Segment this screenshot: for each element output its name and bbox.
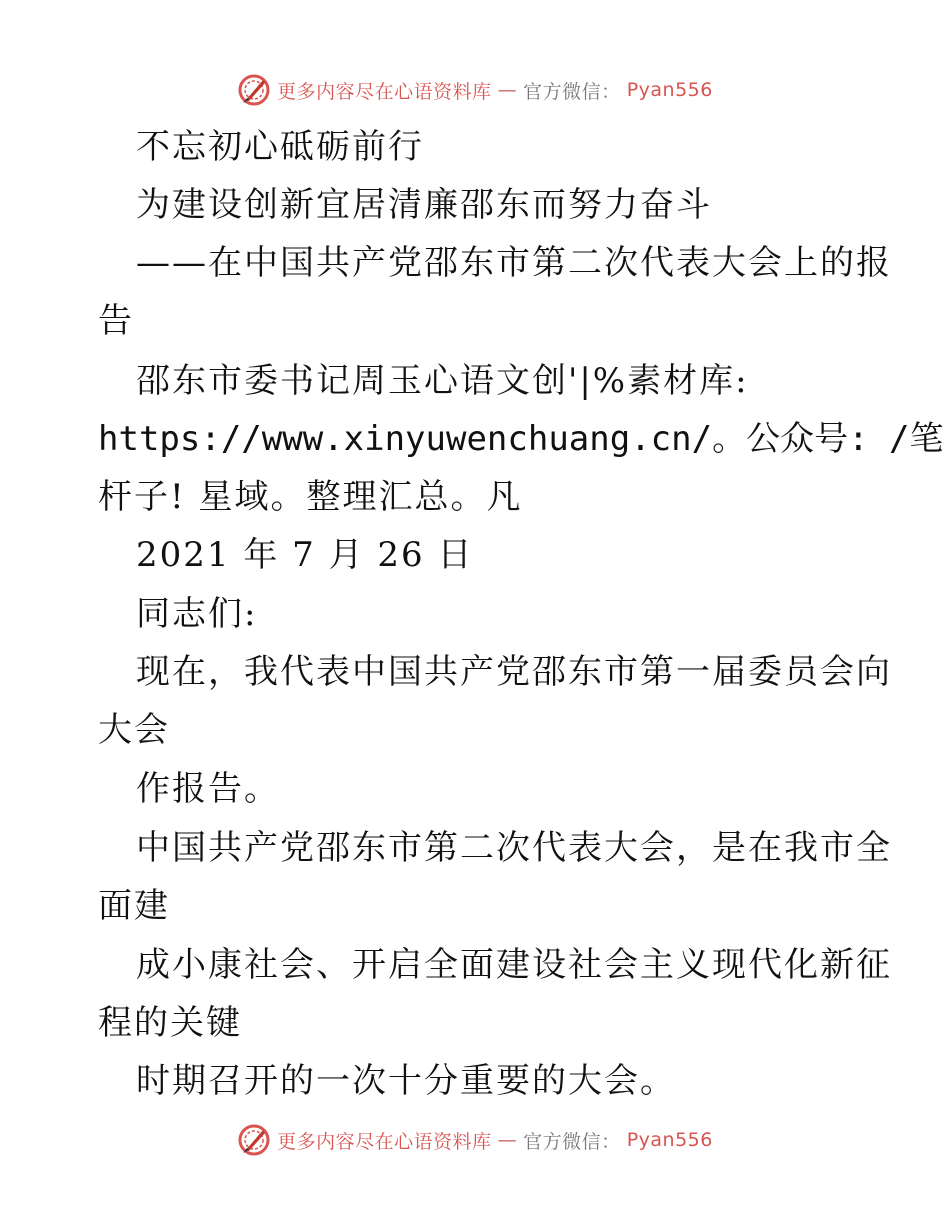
paragraph-2-line-2: 面建 [98,886,170,926]
salutation: 同志们: [136,594,258,634]
paragraph-1-line-2: 大会 [98,710,170,750]
doc-title-line-1: 不忘初心砥砺前行 [136,127,424,167]
paragraph-2-line-1: 中国共产党邵东市第二次代表大会，是在我市全 [136,828,892,868]
paragraph-1-line-3: 作报告。 [136,769,280,809]
library-text: 更多内容尽在心语资料库 [277,80,492,103]
author-line-1: 邵东市委书记周玉心语文创'|%素材库: [136,361,749,401]
doc-subtitle-line-1: ——在中国共产党邵东市第二次代表大会上的报 [136,243,892,283]
author-line-3: 杆子! 星域。整理汇总。凡 [98,477,523,517]
wechat-id: Pyan556 [626,1129,713,1151]
banner-dash: — [497,79,518,101]
doc-title-line-2: 为建设创新宜居清廉邵东而努力奋斗 [136,185,712,225]
footer-watermark-banner [0,1120,950,1160]
header-watermark-banner [0,70,950,110]
paragraph-2-line-3: 成小康社会、开启全面建设社会主义现代化新征 [136,945,892,985]
banner-dash: — [497,1129,518,1151]
paragraph-2-line-5: 时期召开的一次十分重要的大会。 [136,1061,676,1101]
doc-subtitle-line-2: 告 [98,301,134,341]
doc-date: 2021 年 7 月 26 日 [136,535,474,575]
wechat-id: Pyan556 [626,79,713,101]
author-line-2: https://www.xinyuwenchuang.cn/。公众号: /笔 [98,419,944,459]
quill-logo-icon [237,1123,271,1157]
paragraph-1-line-1: 现在，我代表中国共产党邵东市第一届委员会向 [136,652,892,692]
wechat-label: 官方微信： [523,1130,621,1153]
wechat-label: 官方微信： [523,80,621,103]
library-text: 更多内容尽在心语资料库 [277,1130,492,1153]
quill-logo-icon [237,73,271,107]
paragraph-2-line-4: 程的关键 [98,1003,242,1043]
